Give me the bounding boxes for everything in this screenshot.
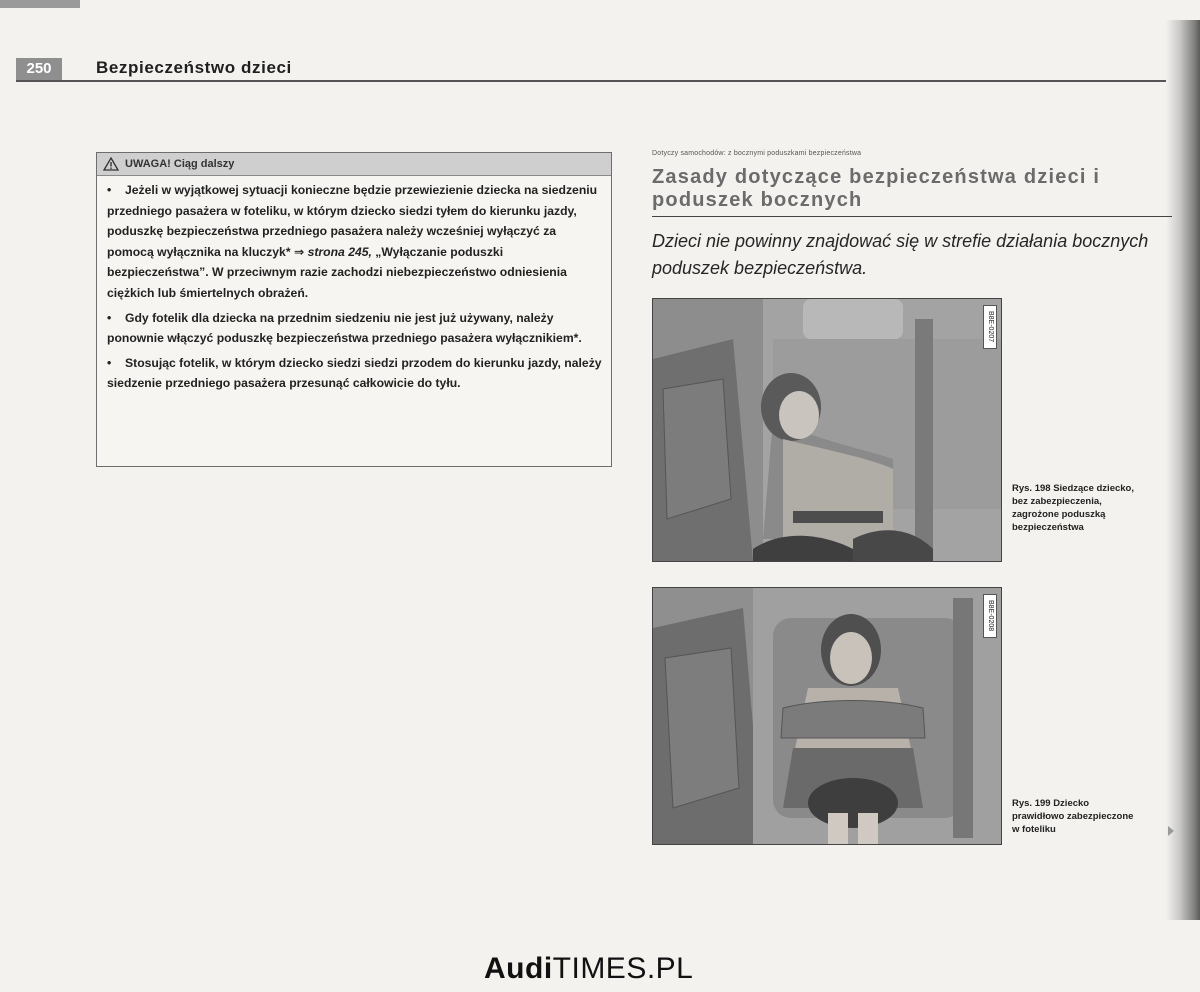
bullet: •: [107, 310, 112, 325]
bullet: •: [107, 183, 112, 197]
header-rule: [16, 80, 1166, 82]
section-applicability-note: Dotyczy samochodów: z bocznymi poduszkami bezpieczeństwa: [652, 150, 862, 157]
warning-item: [97, 308, 611, 349]
lead-paragraph: Dzieci nie powinny znajdować się w strefie działania bocznych poduszek bezpieczeństwa.: [652, 231, 1149, 278]
figure-caption: Rys. 198 Siedzące dziecko, bez zabezpieczenia, zagrożone poduszką bezpieczeństwa: [1012, 483, 1134, 533]
running-header: Bezpieczeństwo dzieci: [96, 58, 292, 77]
page-number: 250: [16, 58, 62, 80]
child-leaning-on-door-illustration: [653, 299, 1001, 561]
warning-item-text: Stosując fotelik, w którym dziecko siedzi siedzi przodem do kierunku jazdy, należy siedzenie przedniego pasażera przesunąć całkowicie do tyłu.: [107, 355, 602, 391]
warning-item: [97, 353, 611, 394]
logo-site: TIMES.PL: [552, 952, 694, 985]
warning-item-text: Jeżeli w wyjątkowej sytuacji konieczne będzie przewiezienie dziecka na siedzeniu przedniego pasażera w foteliku, w którym dziecko siedzi tyłem do kierunku jazdy, poduszkę bezpieczeństwa przedniego pasażera należy wcześniej wyłączyć za pomocą wyłącznika na kluczyk* ⇒: [107, 183, 598, 259]
child-in-booster-seat-illustration: [653, 588, 1001, 844]
section-title: Zasady dotyczące bezpieczeństwa dzieci i poduszek bocznych: [652, 166, 1101, 211]
title-rule: [652, 216, 1172, 217]
footer-logo: [484, 952, 693, 986]
warning-title: UWAGA! Ciąg dalszy: [125, 158, 235, 170]
warning-item-text: Gdy fotelik dla dziecka na przednim siedzeniu nie jest już używany, należy ponownie włączyć poduszkę bezpieczeństwa przedniego pasażera wyłącznikiem*.: [107, 310, 582, 346]
warning-triangle-icon: [103, 157, 119, 171]
figure-secured-child: [652, 587, 1002, 845]
cross-reference-link[interactable]: strona 245,: [307, 244, 372, 259]
warning-box: [96, 152, 612, 467]
figure-caption: Rys. 199 Dziecko prawidłowo zabezpieczone w foteliku: [1012, 798, 1134, 835]
warning-header: [97, 153, 611, 176]
logo-brand: Audi: [484, 952, 553, 985]
page-edge-shadow: [1166, 20, 1200, 920]
figure-code: B8E-0208: [983, 594, 997, 638]
continue-arrow-icon: [1168, 826, 1174, 836]
figure-unsecured-child: [652, 298, 1002, 562]
figure-code: B8E-0207: [983, 305, 997, 349]
top-tab: [0, 0, 80, 8]
warning-item: [97, 180, 611, 304]
bullet: •: [107, 355, 112, 370]
warning-item-text: „Wyłączanie poduszki bezpieczeństwa”. W przeciwnym razie zachodzi niebezpieczeństwo odniesienia ciężkich lub śmiertelnych obrażeń.: [107, 244, 567, 300]
